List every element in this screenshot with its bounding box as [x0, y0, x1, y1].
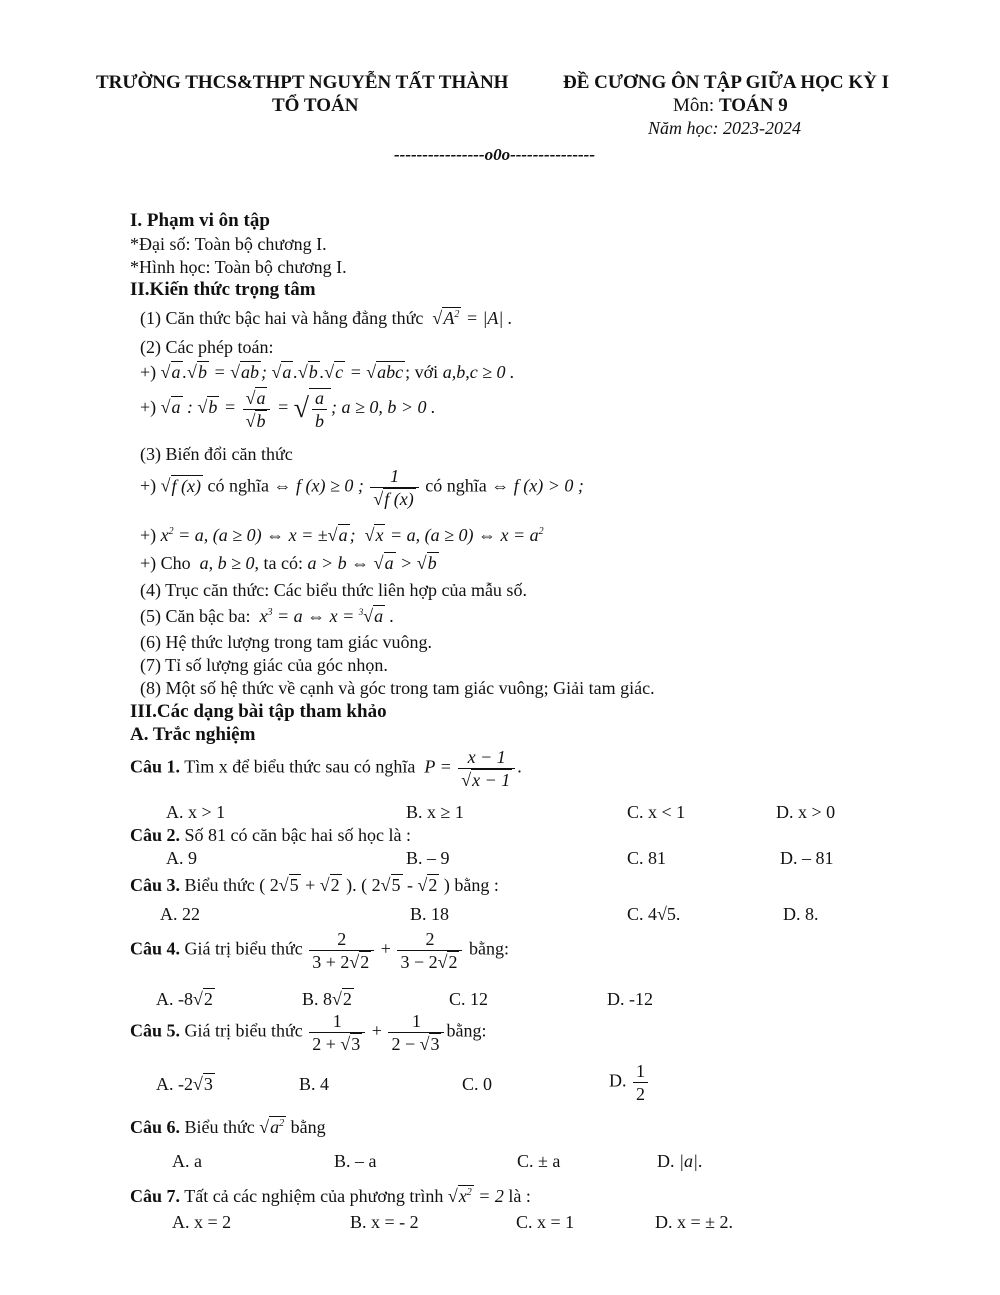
subject-label: Môn: [673, 95, 715, 116]
knowledge-2b: +) √a : √b = $\frac{√a}{√b}$ = √ $\frac{a}{b}$ ; a ≥ 0, b > 0 . [140, 387, 436, 431]
subject-name: TOÁN 9 [718, 95, 788, 116]
q1-option-a[interactable]: A. x > 1 [166, 802, 226, 822]
formula-quotient-root: √a : √b = $\frac{√a}{√b}$ = √ $\frac{a}{b}$ ; [160, 387, 342, 431]
question-1: Câu 1. Tìm x để biểu thức sau có nghĩa P = $\frac{x - 1}{√x - 1}$ . [130, 747, 522, 790]
q5-option-a[interactable]: A. -2√3 [156, 1074, 213, 1094]
department: TỔ TOÁN [272, 95, 359, 116]
scope-algebra: *Đại số: Toàn bộ chương I. [130, 234, 327, 254]
q7-option-a[interactable]: A. x = 2 [172, 1212, 232, 1232]
q6-option-b[interactable]: B. – a [334, 1151, 377, 1171]
knowledge-1: (1) Căn thức bậc hai và hằng đẳng thức $√A^2 = |A|$ . [140, 308, 513, 328]
q5-option-b[interactable]: B. 4 [299, 1074, 330, 1094]
knowledge-4: (4) Trục căn thức: Các biểu thức liên hợp của mẫu số. [140, 580, 527, 600]
q3-option-c[interactable]: C. 4√5. [627, 904, 681, 924]
q7-option-c[interactable]: C. x = 1 [516, 1212, 575, 1232]
knowledge-8: (8) Một số hệ thức về cạnh và góc trong tam giác vuông; Giải tam giác. [140, 678, 655, 698]
question-6: Câu 6. Biểu thức $√a^2$ bằng [130, 1117, 326, 1137]
q2-option-b[interactable]: B. – 9 [406, 848, 450, 868]
scope-geometry: *Hình học: Toàn bộ chương I. [130, 257, 347, 277]
q3-option-d[interactable]: D. 8. [783, 904, 819, 924]
q6-option-c[interactable]: C. ± a [517, 1151, 561, 1171]
knowledge-6: (6) Hệ thức lượng trong tam giác vuông. [140, 632, 432, 652]
question-2: Câu 2. Số 81 có căn bậc hai số học là : [130, 825, 411, 845]
q2-option-d[interactable]: D. – 81 [780, 848, 834, 868]
q2-option-c[interactable]: C. 81 [627, 848, 667, 868]
knowledge-2: (2) Các phép toán: [140, 337, 274, 357]
document-title: ĐỀ CƯƠNG ÔN TẬP GIỮA HỌC KỲ I [563, 72, 890, 93]
formula-product-root: √a .√b = √ab ; √a .√b .√c = √abc [160, 362, 404, 382]
school-year: Năm học: 2023-2024 [648, 118, 801, 138]
knowledge-3b: +) $x^2 = a$, (a ≥ 0) ⇔ x = ±√a ; √x = a, (a ≥ 0) ⇔ $x = a^2$ [140, 525, 544, 545]
section-2-title: II.Kiến thức trọng tâm [130, 279, 316, 300]
question-5: Câu 5. Giá trị biểu thức $\frac{1}{2 + √3}$ + $\frac{1}{2 - √3}$ bằng: [130, 1011, 487, 1054]
section-3-subtitle: A. Trắc nghiệm [130, 724, 256, 745]
knowledge-3c: +) Cho a, b ≥ 0, ta có: a > b ⇔ √a > √b [140, 553, 437, 573]
q5-option-c[interactable]: C. 0 [462, 1074, 493, 1094]
knowledge-3: (3) Biến đổi căn thức [140, 444, 293, 464]
q5-option-d[interactable]: D. $\frac{1}{2}$ [609, 1062, 650, 1103]
q2-option-a[interactable]: A. 9 [166, 848, 197, 868]
knowledge-7: (7) Tỉ số lượng giác của góc nhọn. [140, 655, 388, 675]
subject-line [673, 96, 788, 115]
q1-option-c[interactable]: C. x < 1 [627, 802, 686, 822]
q1-option-b[interactable]: B. x ≥ 1 [406, 802, 464, 822]
school-name: TRƯỜNG THCS&THPT NGUYỄN TẤT THÀNH [96, 72, 509, 93]
q4-option-d[interactable]: D. -12 [607, 989, 653, 1009]
q1-option-d[interactable]: D. x > 0 [776, 802, 836, 822]
knowledge-5: (5) Căn bậc ba: $x^3 = a$ ⇔ x = $^3$√a . [140, 606, 395, 626]
question-3: Câu 3. Biểu thức ( 2√5 + √2 ). ( 2√5 - √2 ) bằng : [130, 875, 499, 895]
question-7: Câu 7. Tất cả các nghiệm của phương trình $√x^2 = 2$ là : [130, 1186, 531, 1206]
section-1-title: I. Phạm vi ôn tập [130, 210, 270, 231]
knowledge-2a: +) √a .√b = √ab ; √a .√b .√c = √abc ; với a,b,c ≥ 0 . [140, 362, 515, 382]
question-4: Câu 4. Giá trị biểu thức $\frac{2}{3 + 2√2}$ + $\frac{2}{3 - 2√2}$ bằng: [130, 929, 509, 972]
q4-option-b[interactable]: B. 8√2 [302, 989, 352, 1009]
knowledge-3a: +) √f (x) có nghĩa ⇔ f (x) ≥ 0 ; $\frac{1}{√f (x)}$ có nghĩa ⇔ f (x) > 0 ; [140, 466, 584, 509]
q3-option-a[interactable]: A. 22 [160, 904, 200, 924]
formula-abs-identity: $√A^2 = |A|$ . [427, 308, 513, 328]
section-3-title: III.Các dạng bài tập tham khảo [130, 701, 387, 722]
q3-option-b[interactable]: B. 18 [410, 904, 450, 924]
q6-option-d[interactable]: D. |a|. [657, 1151, 703, 1171]
q4-option-c[interactable]: C. 12 [449, 989, 489, 1009]
q7-option-b[interactable]: B. x = - 2 [350, 1212, 419, 1232]
header-separator: ----------------o0o--------------- [394, 145, 595, 164]
q7-option-d[interactable]: D. x = ± 2. [655, 1212, 734, 1232]
q6-option-a[interactable]: A. a [172, 1151, 202, 1171]
q4-option-a[interactable]: A. -8√2 [156, 989, 213, 1009]
